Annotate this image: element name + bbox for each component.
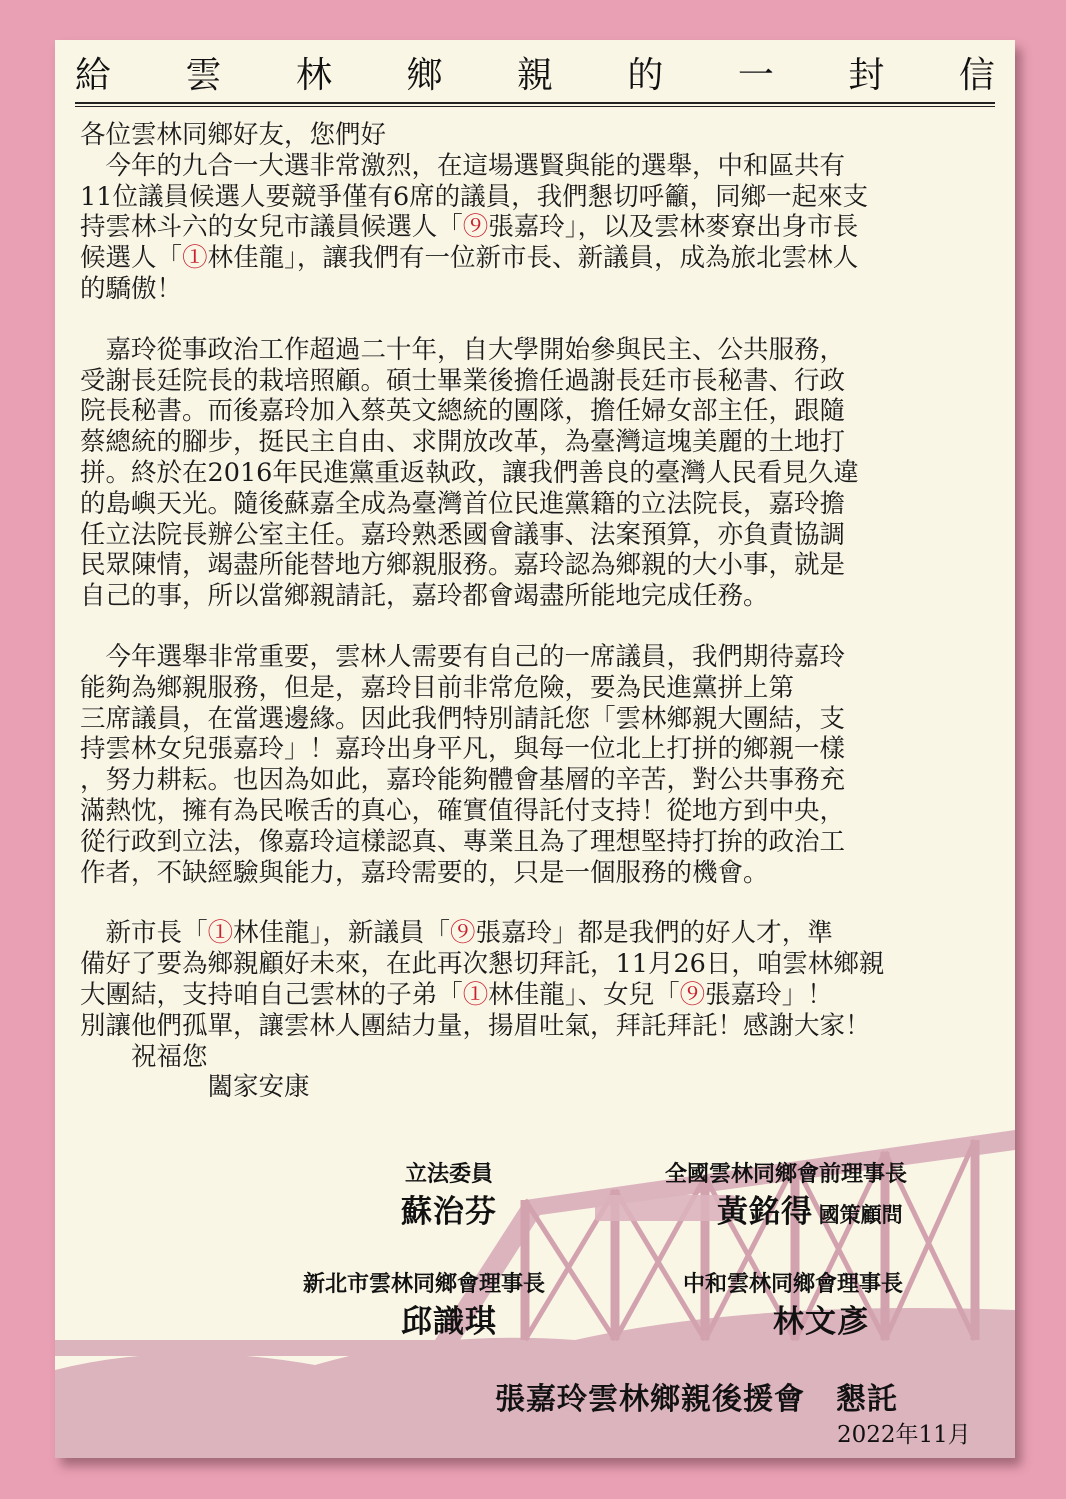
title-char: 林: [295, 55, 332, 96]
body-line: 作者，不缺經驗與能力，嘉玲需要的，只是一個服務的機會。: [80, 857, 769, 888]
signer-2-role: 全國雲林同鄉會前理事長: [665, 1161, 908, 1187]
body-line: 各位雲林同鄉好友，您們好: [80, 120, 387, 150]
paragraph-gap: [80, 888, 1000, 918]
candidate-number: ①: [462, 979, 489, 1010]
body-line: 拼。終於在2016年民進黨重返執政，讓我們善良的臺灣人民看見久違: [80, 457, 859, 488]
title-char: 親: [516, 55, 553, 96]
body-line: 能夠為鄉親服務，但是，嘉玲目前非常危險，要為民進黨拼上第: [80, 672, 795, 703]
body-line: 大團結，支持咱自己雲林的子弟「①林佳龍」、女兒「⑨張嘉玲」！: [80, 979, 833, 1010]
signer-2-title: 國策顧問: [818, 1202, 903, 1227]
candidate-number: ①: [207, 918, 234, 949]
body-line: 受謝長廷院長的栽培照顧。碩士畢業後擔任過謝長廷市長秘書、行政: [80, 365, 846, 396]
signer-4-role: 中和雲林同鄉會理事長: [683, 1271, 904, 1297]
body-line: 院長秘書。而後嘉玲加入蔡英文總統的團隊，擔任婦女部主任，跟隨: [80, 396, 846, 427]
body-line: 滿熱忱，擁有為民喉舌的真心，確實值得託付支持！從地方到中央，: [80, 795, 846, 826]
signer-2-block: [717, 1186, 903, 1231]
paragraph-gap: [80, 612, 1000, 642]
letter-title: [75, 54, 995, 98]
candidate-number: ⑨: [462, 212, 489, 243]
signer-1-role: 立法委員: [405, 1161, 494, 1187]
signer-1-name: 蘇治芬: [401, 1194, 497, 1230]
title-char: 給: [75, 55, 112, 96]
signer-2-name: 黃銘得: [717, 1194, 813, 1230]
body-line: 11位議員候選人要競爭僅有6席的議員，我們懇切呼籲，同鄉一起來支: [80, 181, 869, 212]
body-line: 候選人「①林佳龍」，讓我們有一位新市長、新議員，成為旅北雲林人: [80, 243, 859, 274]
closing-org: 張嘉玲雲林鄉親後援會 懇託: [495, 1382, 898, 1417]
candidate-number: ①: [182, 243, 208, 274]
signer-3-name: 邱識琪: [401, 1304, 497, 1340]
body-line: 嘉玲從事政治工作超過二十年，自大學開始參與民主、公共服務，: [80, 334, 846, 365]
body-line: 持雲林斗六的女兒市議員候選人「⑨張嘉玲」，以及雲林麥寮出身市長: [80, 212, 859, 243]
body-line: 的驕傲！: [80, 273, 183, 304]
signer-4-name: 林文彥: [773, 1304, 869, 1340]
body-line: 民眾陳情，竭盡所能替地方鄉親服務。嘉玲認為鄉親的大小事，就是: [80, 550, 846, 581]
body-line: 別讓他們孤單，讓雲林人團結力量，揚眉吐氣，拜託拜託！感謝大家！: [80, 1010, 871, 1041]
letter-paper: [55, 40, 1015, 1458]
paragraph-gap: [80, 305, 1000, 335]
body-line: ，努力耕耘。也因為如此，嘉玲能夠體會基層的辛苦，對公共事務充: [80, 765, 846, 796]
title-char: 信: [958, 55, 995, 96]
title-char: 的: [627, 55, 664, 96]
body-line: 三席議員，在當選邊緣。因此我們特別請託您「雲林鄉親大團結，支: [80, 703, 846, 734]
letter-body: [80, 120, 1000, 1103]
title-char: 雲: [185, 55, 222, 96]
candidate-number: ⑨: [679, 979, 706, 1010]
closing-date: 2022年11月: [837, 1422, 971, 1448]
title-char: 一: [737, 55, 774, 96]
body-line: 從行政到立法，像嘉玲這樣認真、專業且為了理想堅持打拚的政治工: [80, 826, 846, 857]
body-line: 自己的事，所以當鄉親請託，嘉玲都會竭盡所能地完成任務。: [80, 581, 769, 612]
body-line: 備好了要為鄉親顧好未來，在此再次懇切拜託，11月26日，咱雲林鄉親: [80, 949, 885, 980]
body-line: 任立法院長辦公室主任。嘉玲熟悉國會議事、法案預算，亦負責協調: [80, 519, 846, 550]
body-line: 今年的九合一大選非常激烈，在這場選賢與能的選舉，中和區共有: [80, 150, 846, 181]
title-rule-bottom: [75, 106, 995, 107]
signer-3-role: 新北市雲林同鄉會理事長: [303, 1271, 546, 1297]
body-line: 的島嶼天光。隨後蘇嘉全成為臺灣首位民進黨籍的立法院長，嘉玲擔: [80, 488, 846, 519]
title-char: 封: [848, 55, 885, 96]
title-char: 鄉: [406, 55, 443, 96]
body-line: 蔡總統的腳步，挺民主自由、求開放改革，為臺灣這塊美麗的土地打: [80, 427, 846, 458]
title-rule-top: [75, 102, 995, 104]
candidate-number: ⑨: [449, 918, 476, 949]
body-line: 今年選舉非常重要，雲林人需要有自己的一席議員，我們期待嘉玲: [80, 641, 846, 672]
body-line: 持雲林女兒張嘉玲」！嘉玲出身平凡，與每一位北上打拼的鄉親一樣: [80, 734, 846, 765]
body-line: 闔家安康: [80, 1072, 310, 1103]
body-line: 新市長「①林佳龍」，新議員「⑨張嘉玲」都是我們的好人才，準: [105, 918, 833, 949]
body-line: 祝福您: [80, 1041, 208, 1072]
